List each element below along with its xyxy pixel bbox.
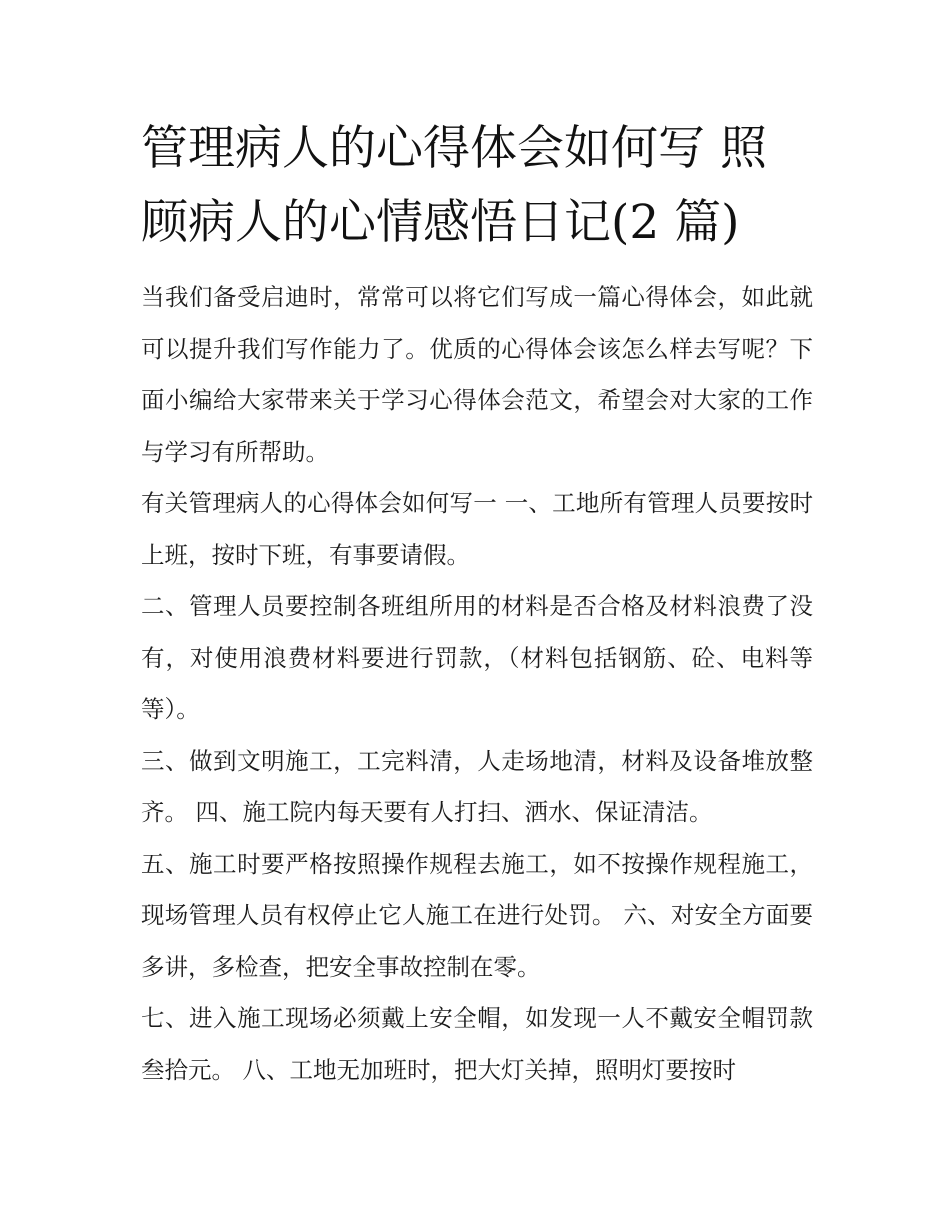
- paragraph-rule-2: 二、管理人员要控制各班组所用的材料是否合格及材料浪费了没有，对使用浪费材料要进行罚款，（材料包括钢筋、砼、电料等等）。: [141, 592, 813, 723]
- paragraph-rule-3-4: 三、做到文明施工，工完料清，人走场地清，材料及设备堆放整齐。 四、施工院内每天要有人打扫、洒水、保证清洁。: [141, 746, 813, 826]
- document-body: [141, 112, 813, 1096]
- paragraph-rule-1: 有关管理病人的心得体会如何写一 一、工地所有管理人员要按时上班，按时下班，有事要请假。: [141, 489, 813, 569]
- paragraph-rule-5-6: 五、施工时要严格按照操作规程去施工，如不按操作规程施工，现场管理人员有权停止它人施工在进行处罚。 六、对安全方面要多讲，多检查，把安全事故控制在零。: [141, 849, 813, 981]
- paragraph-rule-7-8: 七、进入施工现场必须戴上安全帽，如发现一人不戴安全帽罚款叁拾元。 八、工地无加班时，把大灯关掉，照明灯要按时: [141, 1004, 813, 1084]
- document-title: 管理病人的心得体会如何写 照顾病人的心情感悟日记(2 篇): [141, 121, 767, 250]
- paragraph-intro: 当我们备受启迪时，常常可以将它们写成一篇心得体会，如此就可以提升我们写作能力了。优质的心得体会该怎么样去写呢？下面小编给大家带来关于学习心得体会范文，希望会对大家的工作与学习有所帮助。: [141, 283, 813, 466]
